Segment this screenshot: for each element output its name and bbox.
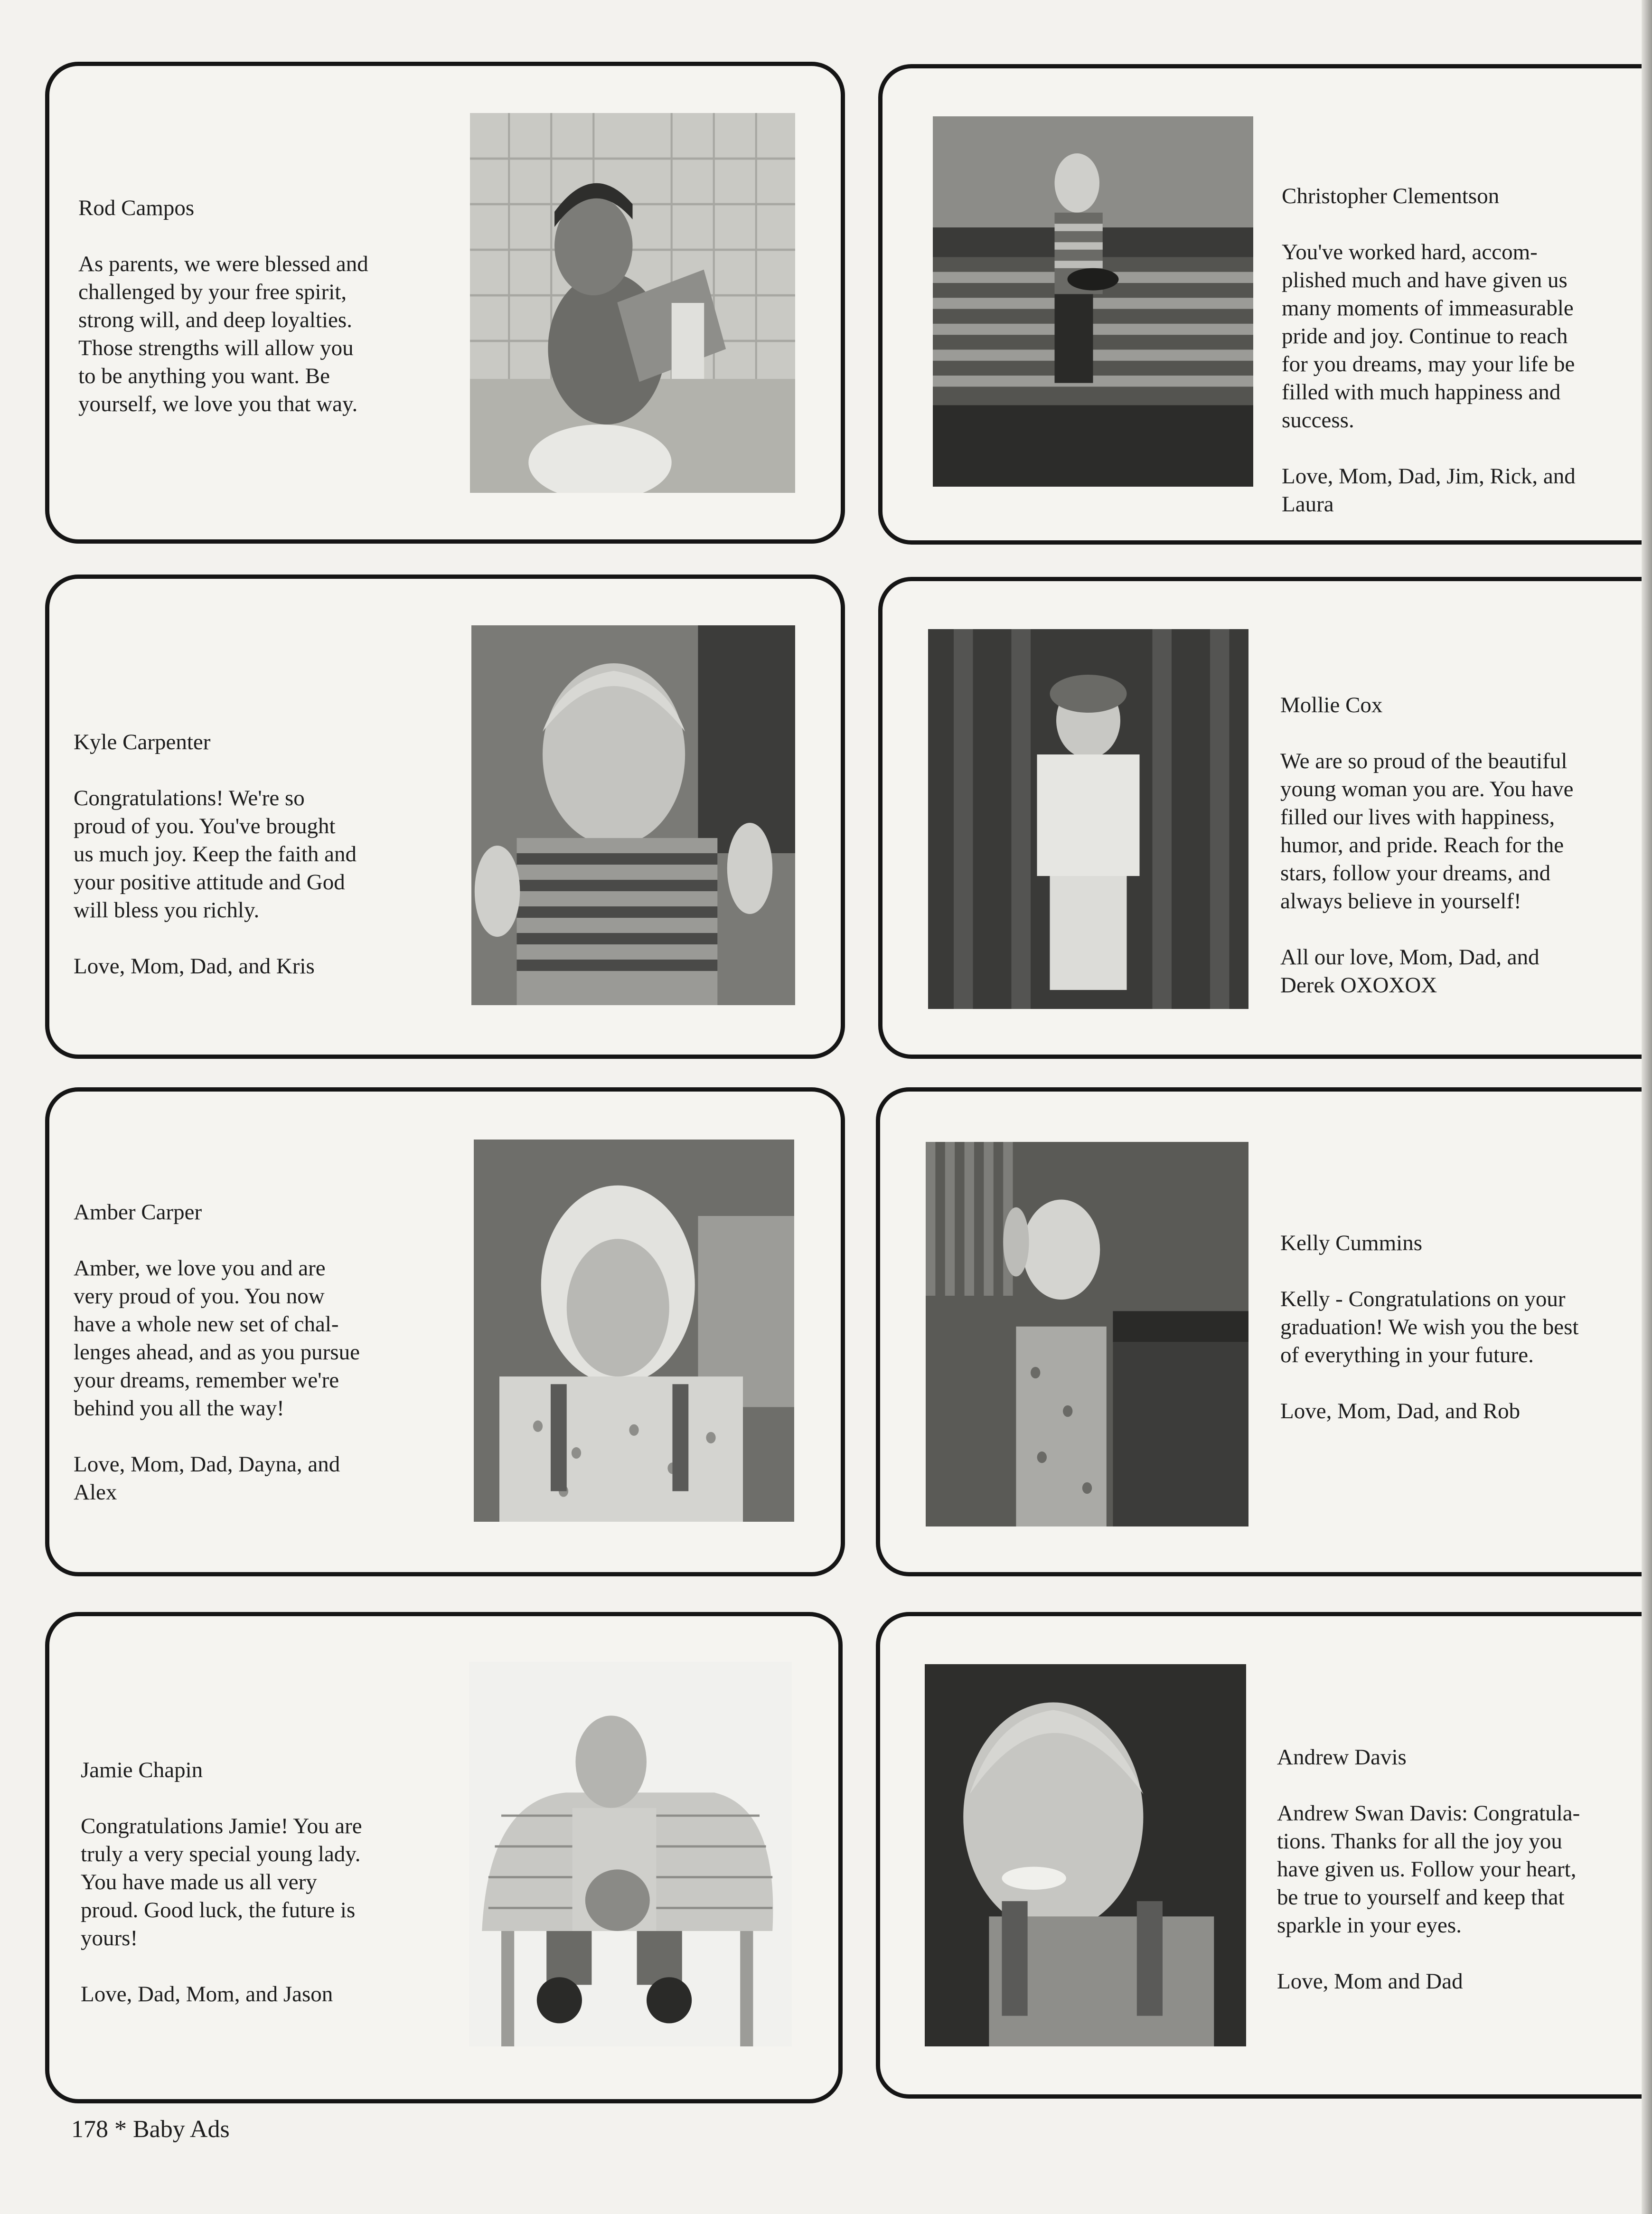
ad-message: Congratulations Jamie! You are truly a very special young lady. You have made us all very proud. Good luck, the future is yours! bbox=[81, 1814, 362, 1950]
baby-photo-mollie-cox bbox=[928, 629, 1248, 1009]
ad-message: Kelly - Congratulations on your graduation! We wish you the best of everything in your future. bbox=[1280, 1287, 1579, 1367]
page-number: 178 bbox=[71, 2116, 108, 2143]
ad-text-christopher-clementson bbox=[1282, 154, 1643, 546]
baby-photo-andrew-davis bbox=[925, 1664, 1246, 2046]
ad-signature: Love, Mom, Dad, Dayna, and Alex bbox=[74, 1452, 340, 1505]
ad-message: We are so proud of the beautiful young woman you are. You have filled our lives with happiness, humor, and pride. Reach for the stars, follow your dreams, and always believe in yourself! bbox=[1280, 749, 1574, 914]
section-title: Baby Ads bbox=[133, 2116, 230, 2143]
baby-photo-kyle-carpenter bbox=[471, 625, 795, 1005]
ad-name: Andrew Davis bbox=[1277, 1745, 1407, 1770]
ad-text-rod-campos bbox=[78, 166, 458, 474]
ad-name: Kelly Cummins bbox=[1280, 1231, 1422, 1255]
ad-signature: Love, Mom, Dad, Jim, Rick, and Laura bbox=[1282, 464, 1576, 517]
ad-signature: Love, Mom, Dad, and Kris bbox=[74, 954, 315, 979]
ad-signature: Love, Dad, Mom, and Jason bbox=[81, 1982, 333, 2007]
page-edge-shadow bbox=[1642, 0, 1652, 2214]
ad-signature: Love, Mom, Dad, and Rob bbox=[1280, 1399, 1521, 1423]
baby-photo-christopher-clementson bbox=[933, 116, 1253, 487]
ad-name: Kyle Carpenter bbox=[74, 730, 211, 754]
ad-message: As parents, we were blessed and challenged by your free spirit, strong will, and deep loyalties. Those strengths will allow you to be anything you want. Be yourself, we love you that way. bbox=[78, 252, 368, 416]
ad-name: Jamie Chapin bbox=[81, 1758, 203, 1782]
ad-message: You've worked hard, accom- plished much and have given us many moments of immeasurable pride and joy. Continue to reach for you dreams, may your life be filled with much happiness and success. bbox=[1282, 240, 1575, 433]
ad-message: Amber, we love you and are very proud of you. You now have a whole new set of chal- lenges ahead, and as you pursue your dreams, remember we're behind you all the way! bbox=[74, 1256, 360, 1421]
baby-photo-rod-campos bbox=[470, 113, 795, 493]
baby-photo-jamie-chapin bbox=[469, 1662, 792, 2046]
ad-message: Andrew Swan Davis: Congratula- tions. Thanks for all the joy you have given us. Follow your heart, be true to yourself and keep that sparkle in your eyes. bbox=[1277, 1801, 1580, 1938]
ad-text-amber-carper bbox=[74, 1170, 453, 1535]
ad-name: Christopher Clementson bbox=[1282, 184, 1500, 208]
ad-message: Congratulations! We're so proud of you. You've brought us much joy. Keep the faith and your positive attitude and God will bless you richly. bbox=[74, 786, 357, 923]
baby-photo-amber-carper bbox=[474, 1140, 794, 1522]
page-footer bbox=[71, 2115, 230, 2143]
ad-text-jamie-chapin bbox=[81, 1728, 460, 2036]
ad-name: Rod Campos bbox=[78, 196, 195, 220]
ad-text-kelly-cummins bbox=[1280, 1201, 1651, 1453]
ad-text-andrew-davis bbox=[1277, 1715, 1647, 2024]
ad-signature: All our love, Mom, Dad, and Derek OXOXOX bbox=[1280, 945, 1539, 998]
footer-separator: * bbox=[114, 2116, 127, 2143]
baby-photo-kelly-cummins bbox=[926, 1142, 1248, 1526]
ad-name: Amber Carper bbox=[74, 1200, 202, 1225]
ad-text-kyle-carpenter bbox=[74, 700, 453, 1008]
ad-text-mollie-cox bbox=[1280, 663, 1651, 1027]
ad-signature: Love, Mom and Dad bbox=[1277, 1969, 1463, 1994]
ad-name: Mollie Cox bbox=[1280, 693, 1383, 717]
